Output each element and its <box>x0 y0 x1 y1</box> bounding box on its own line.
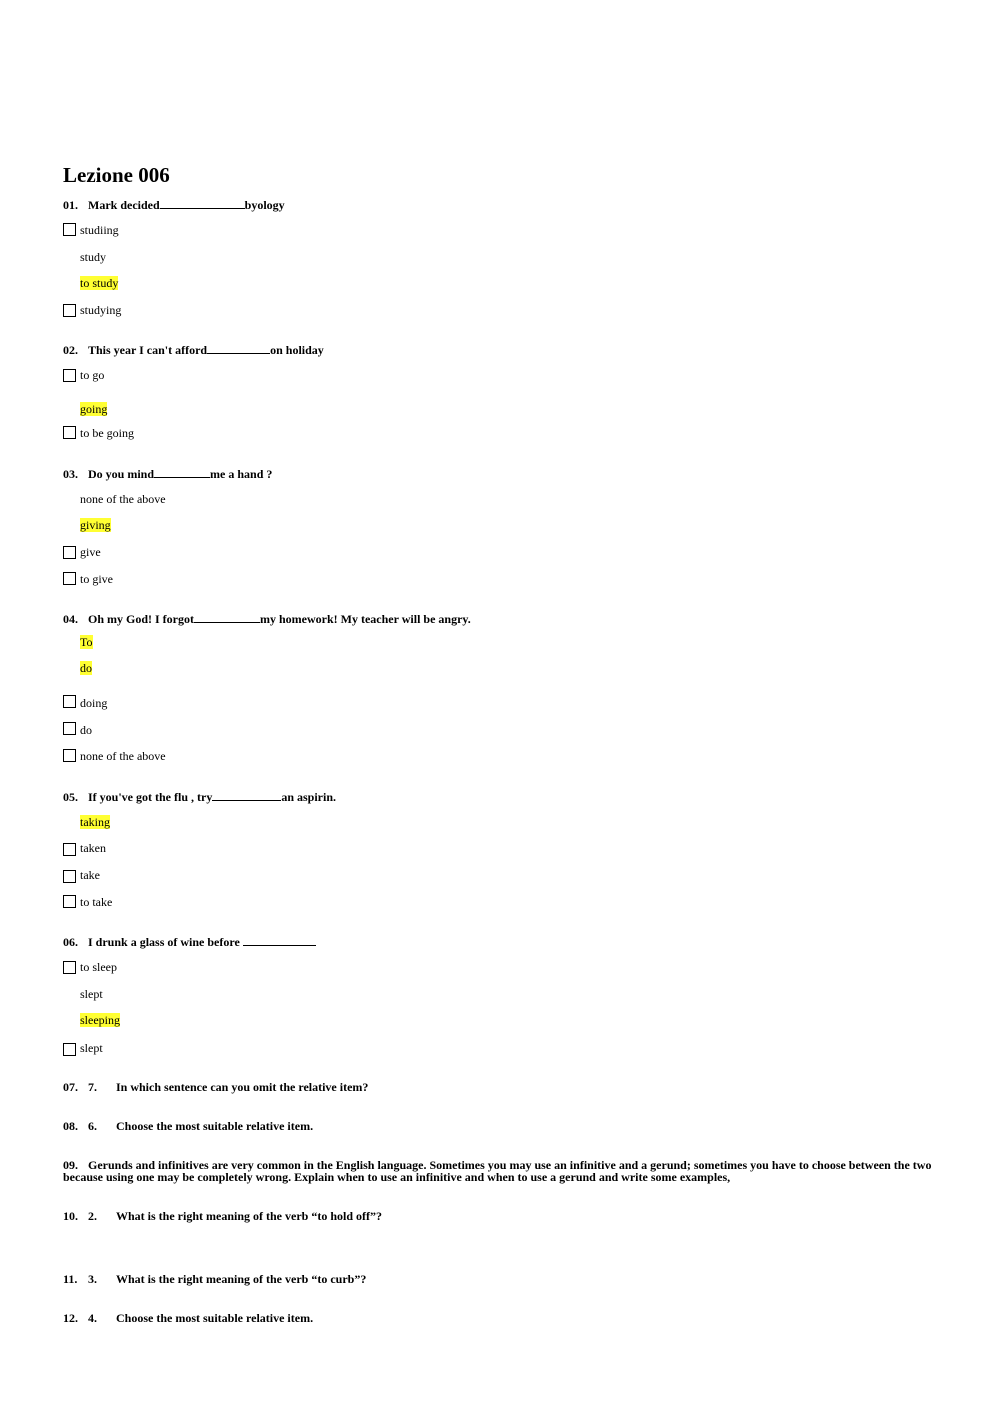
question-text-before: Mark decided <box>88 198 160 212</box>
question-04 <box>63 612 471 626</box>
option-checkbox[interactable] <box>63 722 76 735</box>
question-subnumber: 6. <box>88 1119 97 1133</box>
option-label: studiing <box>80 223 119 237</box>
question-10 <box>63 1209 382 1223</box>
option-label: to be going <box>80 426 134 440</box>
option-label: to take <box>80 895 113 909</box>
question-09 <box>63 1159 943 1183</box>
question-07 <box>63 1080 368 1094</box>
highlighted-option-label: taking <box>80 815 110 829</box>
answer-blank <box>212 790 281 801</box>
question-05 <box>63 790 336 804</box>
question-text-after: byology <box>244 198 285 212</box>
option-checkbox[interactable] <box>63 870 76 883</box>
answer-blank <box>194 612 260 623</box>
option-checkbox[interactable] <box>63 369 76 382</box>
question-text-before: I drunk a glass of wine before <box>88 935 240 949</box>
option-label: take <box>80 868 100 882</box>
question-number: 03. <box>63 467 78 481</box>
option-checkbox[interactable] <box>63 961 76 974</box>
option-checkbox[interactable] <box>63 426 76 439</box>
question-03 <box>63 467 272 481</box>
question-number: 04. <box>63 612 78 626</box>
question-number: 05. <box>63 790 78 804</box>
question-number: 06. <box>63 935 78 949</box>
question-text-after: on holiday <box>270 343 324 357</box>
option-label: doing <box>80 696 108 710</box>
question-number: 10. <box>63 1209 78 1223</box>
highlighted-option-label: to study <box>80 276 119 290</box>
question-12 <box>63 1311 313 1325</box>
option-label: to sleep <box>80 960 117 974</box>
question-02 <box>63 343 324 357</box>
question-number: 02. <box>63 343 78 357</box>
option-label: taken <box>80 841 106 855</box>
option-label: none of the above <box>80 749 166 763</box>
answer-blank <box>207 343 270 354</box>
question-subnumber: 4. <box>88 1311 97 1325</box>
option-label: to give <box>80 572 113 586</box>
question-text-after: my homework! My teacher will be angry. <box>260 612 471 626</box>
option-label: study <box>80 250 107 264</box>
question-number: 09. <box>63 1158 78 1172</box>
option-label: studying <box>80 303 122 317</box>
question-number: 01. <box>63 198 78 212</box>
question-01 <box>63 198 285 212</box>
option-label: slept <box>80 1041 103 1055</box>
question-number: 11. <box>63 1272 78 1286</box>
question-number: 07. <box>63 1080 78 1094</box>
option-checkbox[interactable] <box>63 223 76 236</box>
answer-blank <box>154 467 210 478</box>
question-text-before: Oh my God! I forgot <box>88 612 194 626</box>
question-text-after: an aspirin. <box>281 790 337 804</box>
answer-blank <box>160 198 245 209</box>
question-text-after: me a hand ? <box>210 467 273 481</box>
option-label: give <box>80 545 101 559</box>
question-text: Gerunds and infinitives are very common in the English language. Sometimes you may use an infinitive and a gerund; sometimes you have to choose between the two because using one may be completely wrong. Explain when to use an infinitive and when to use a gerund and write some examples, <box>63 1158 932 1184</box>
highlighted-option-label: To <box>80 635 93 649</box>
question-06 <box>63 935 316 949</box>
option-checkbox[interactable] <box>63 895 76 908</box>
option-checkbox[interactable] <box>63 572 76 585</box>
question-subnumber: 2. <box>88 1209 97 1223</box>
lesson-title: Lezione 006 <box>63 163 170 187</box>
option-checkbox[interactable] <box>63 843 76 856</box>
option-checkbox[interactable] <box>63 1043 76 1056</box>
option-checkbox[interactable] <box>63 695 76 708</box>
highlighted-option-label: giving <box>80 518 111 532</box>
question-11 <box>63 1272 366 1286</box>
option-label: none of the above <box>80 492 166 506</box>
option-checkbox[interactable] <box>63 546 76 559</box>
question-text: Choose the most suitable relative item. <box>116 1311 314 1325</box>
question-text-before: This year I can't afford <box>88 343 208 357</box>
question-number: 12. <box>63 1311 78 1325</box>
highlighted-option-label: going <box>80 402 108 416</box>
question-number: 08. <box>63 1119 78 1133</box>
option-label: slept <box>80 987 103 1001</box>
option-checkbox[interactable] <box>63 304 76 317</box>
question-text-before: If you've got the flu , try <box>88 790 213 804</box>
question-08 <box>63 1119 313 1133</box>
highlighted-option-label: sleeping <box>80 1013 120 1027</box>
answer-blank <box>243 935 316 946</box>
question-text: In which sentence can you omit the relative item? <box>116 1080 369 1094</box>
question-subnumber: 3. <box>88 1272 97 1286</box>
question-text: What is the right meaning of the verb “to hold off”? <box>116 1209 382 1223</box>
question-text-before: Do you mind <box>88 467 155 481</box>
option-checkbox[interactable] <box>63 749 76 762</box>
question-subnumber: 7. <box>88 1080 97 1094</box>
question-text: Choose the most suitable relative item. <box>116 1119 314 1133</box>
option-label: to go <box>80 368 105 382</box>
option-label: do <box>80 723 92 737</box>
highlighted-option-label: do <box>80 661 92 675</box>
question-text: What is the right meaning of the verb “to curb”? <box>116 1272 367 1286</box>
